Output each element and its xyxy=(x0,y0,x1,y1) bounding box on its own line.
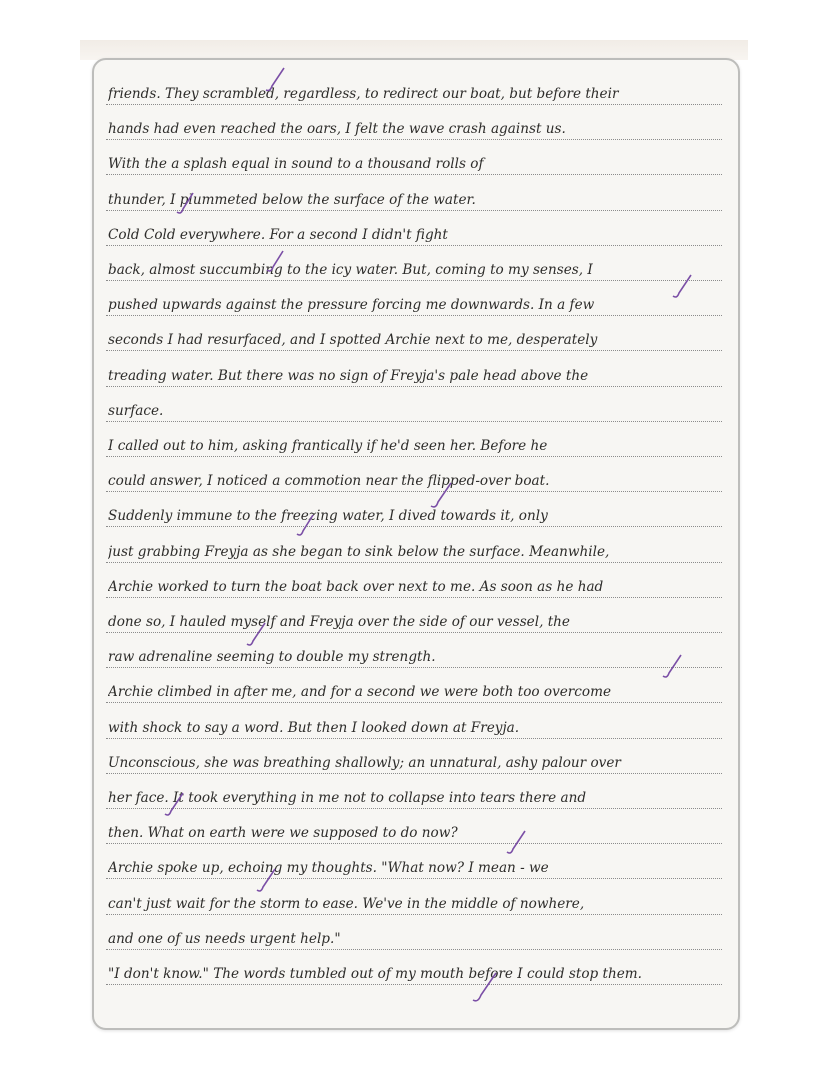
tick-mark-icon xyxy=(504,828,528,856)
handwritten-line: thunder, I plummeted below the surface of the water. xyxy=(108,191,476,208)
handwritten-line: I called out to him, asking frantically if he'd seen her. Before he xyxy=(108,438,548,454)
tick-mark-icon xyxy=(264,248,286,274)
handwritten-line: seconds I had resurfaced, and I spotted Archie next to me, desperately xyxy=(108,332,598,349)
tick-mark-icon xyxy=(428,480,454,510)
tick-mark-icon xyxy=(670,272,694,300)
tick-mark-icon xyxy=(162,790,186,818)
tick-mark-icon xyxy=(660,652,684,680)
handwritten-line: hands had even reached the oars, I felt the wave crash against us. xyxy=(108,121,566,138)
tick-mark-icon xyxy=(264,66,286,94)
handwritten-line: raw adrenaline seeming to double my strength. xyxy=(108,649,436,666)
handwritten-line: with shock to say a word. But then I looked down at Freyja. xyxy=(108,719,520,736)
handwritten-line: back, almost succumbing to the icy water. But, coming to my senses, I xyxy=(108,262,593,278)
handwritten-line: surface. xyxy=(108,402,164,419)
handwritten-line: done so, I hauled myself and Freyja over the side of our vessel, the xyxy=(108,614,570,630)
handwritten-line: pushed upwards against the pressure forcing me downwards. In a few xyxy=(108,297,595,314)
tick-mark-icon xyxy=(244,620,268,648)
handwritten-line: just grabbing Freyja as she began to sink below the surface. Meanwhile, xyxy=(108,543,610,560)
handwritten-line: Archie spoke up, echoing my thoughts. "What now? I mean - we xyxy=(108,860,549,877)
handwritten-line: then. What on earth were we supposed to do now? xyxy=(108,825,458,842)
handwritten-line: friends. They scrambled, regardless, to redirect our boat, but before their xyxy=(108,86,619,102)
handwritten-line: Unconscious, she was breathing shallowly; an unnatural, ashy palour over xyxy=(108,754,621,771)
handwritten-line: Cold Cold everywhere. For a second I didn't fight xyxy=(108,226,448,243)
lined-paper-page xyxy=(92,58,740,1030)
tick-mark-icon xyxy=(470,970,498,1004)
tick-mark-icon xyxy=(254,866,278,894)
handwritten-line: could answer, I noticed a commotion near the flipped-over boat. xyxy=(108,473,550,490)
handwritten-line: Archie climbed in after me, and for a second we were both too overcome xyxy=(108,684,612,701)
handwritten-line: "I don't know." The words tumbled out of my mouth before I could stop them. xyxy=(108,966,643,982)
handwritten-line: Suddenly immune to the freezing water, I dived towards it, only xyxy=(108,508,548,525)
handwritten-line: treading water. But there was no sign of Freyja's pale head above the xyxy=(108,367,589,384)
tick-mark-icon xyxy=(174,190,196,216)
handwritten-line: her face. It took everything in me not to collapse into tears there and xyxy=(108,790,587,806)
handwritten-line: Archie worked to turn the boat back over next to me. As soon as he had xyxy=(108,578,604,595)
tick-mark-icon xyxy=(294,512,316,538)
handwritten-line: can't just wait for the storm to ease. We've in the middle of nowhere, xyxy=(108,895,585,912)
handwritten-line: and one of us needs urgent help." xyxy=(108,930,341,947)
handwritten-line: With the a splash equal in sound to a thousand rolls of xyxy=(108,156,484,173)
page-edge-shadow xyxy=(80,40,748,60)
